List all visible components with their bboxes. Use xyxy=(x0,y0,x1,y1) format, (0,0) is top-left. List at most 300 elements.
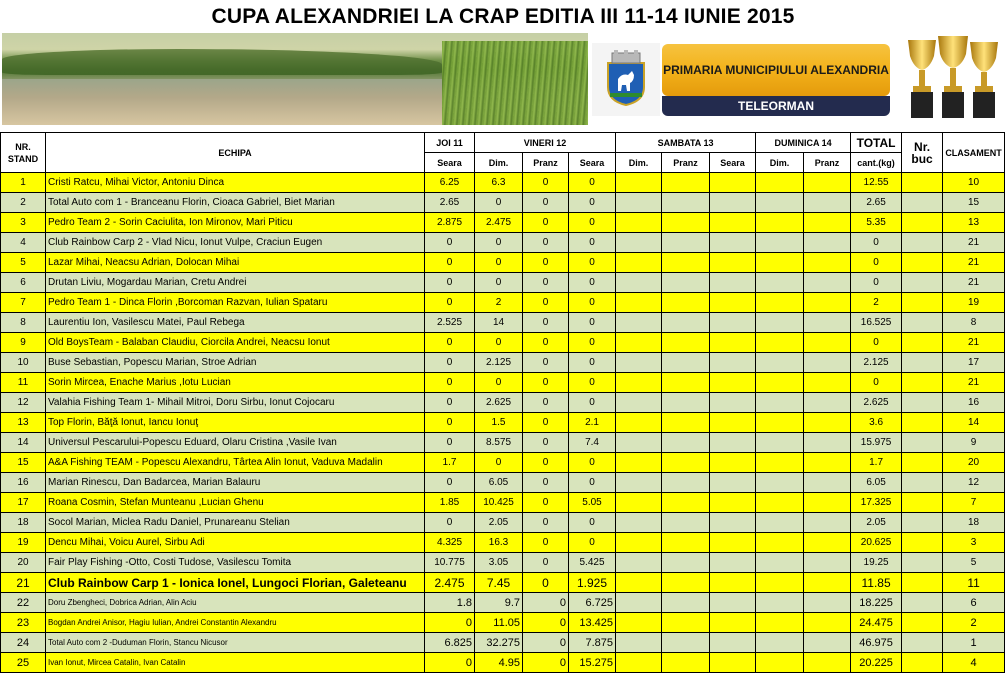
vineri-pranz-value: 0 xyxy=(523,173,569,193)
team-name: Club Rainbow Carp 2 - Vlad Nicu, Ionut Vulpe, Craciun Eugen xyxy=(46,233,425,253)
duminica-dim-value xyxy=(756,173,804,193)
duminica-dim-value xyxy=(756,633,804,653)
duminica-pranz-value xyxy=(804,193,851,213)
duminica-dim-value xyxy=(756,373,804,393)
sambata-dim-value xyxy=(616,393,662,413)
total-value: 19.25 xyxy=(851,553,902,573)
team-name: Total Auto com 1 - Branceanu Florin, Cioaca Gabriel, Biet Marian xyxy=(46,193,425,213)
nr-buc-value xyxy=(902,353,943,373)
vineri-pranz-value: 0 xyxy=(523,193,569,213)
joi-seara-value: 0 xyxy=(425,293,475,313)
sambata-pranz-value xyxy=(662,593,710,613)
vineri-dim-value: 2.625 xyxy=(475,393,523,413)
sambata-dim-value xyxy=(616,233,662,253)
duminica-dim-value xyxy=(756,233,804,253)
joi-seara-value: 0 xyxy=(425,473,475,493)
vineri-dim-value: 0 xyxy=(475,373,523,393)
team-name: Total Auto com 2 -Duduman Florin, Stancu Nicusor xyxy=(46,633,425,653)
total-value: 0 xyxy=(851,233,902,253)
sambata-pranz-value xyxy=(662,213,710,233)
clasament-value: 6 xyxy=(943,593,1005,613)
nr-buc-value xyxy=(902,573,943,593)
table-row xyxy=(1,593,1005,613)
duminica-dim-value xyxy=(756,453,804,473)
nr-buc-value xyxy=(902,553,943,573)
sambata-pranz-value xyxy=(662,413,710,433)
stand-number: 5 xyxy=(1,253,46,273)
nr-buc-value xyxy=(902,433,943,453)
sambata-seara-value xyxy=(710,273,756,293)
table-row xyxy=(1,333,1005,353)
header-vineri: VINERI 12 xyxy=(475,133,616,153)
vineri-seara-value: 0 xyxy=(569,173,616,193)
team-name: Socol Marian, Miclea Radu Daniel, Prunareanu Stelian xyxy=(46,513,425,533)
vineri-seara-value: 0 xyxy=(569,473,616,493)
sambata-seara-value xyxy=(710,633,756,653)
sambata-pranz-value xyxy=(662,273,710,293)
total-value: 2.625 xyxy=(851,393,902,413)
vineri-pranz-value: 0 xyxy=(523,273,569,293)
team-name: Lazar Mihai, Neacsu Adrian, Dolocan Mihai xyxy=(46,253,425,273)
clasament-value: 16 xyxy=(943,393,1005,413)
sambata-dim-value xyxy=(616,633,662,653)
vineri-seara-value: 0 xyxy=(569,293,616,313)
vineri-seara-value: 0 xyxy=(569,273,616,293)
duminica-dim-value xyxy=(756,393,804,413)
stand-number: 8 xyxy=(1,313,46,333)
duminica-dim-value xyxy=(756,433,804,453)
nr-buc-value xyxy=(902,633,943,653)
clasament-value: 2 xyxy=(943,613,1005,633)
joi-seara-value: 6.25 xyxy=(425,173,475,193)
stand-number: 22 xyxy=(1,593,46,613)
sambata-dim-value xyxy=(616,273,662,293)
duminica-dim-value xyxy=(756,253,804,273)
duminica-dim-value xyxy=(756,193,804,213)
sponsor-county-bar xyxy=(662,96,890,116)
team-name: Pedro Team 2 - Sorin Caciulita, Ion Mironov, Mari Piticu xyxy=(46,213,425,233)
duminica-pranz-value xyxy=(804,433,851,453)
duminica-pranz-value xyxy=(804,233,851,253)
header-duminica-dim: Dim. xyxy=(756,153,804,173)
joi-seara-value: 0 xyxy=(425,613,475,633)
header-sambata: SAMBATA 13 xyxy=(616,133,756,153)
header-nr-buc xyxy=(902,133,943,173)
team-name: Top Florin, Băţă Ionut, Iancu Ionuţ xyxy=(46,413,425,433)
total-value: 5.35 xyxy=(851,213,902,233)
team-name: Pedro Team 1 - Dinca Florin ,Borcoman Razvan, Iulian Spataru xyxy=(46,293,425,313)
stand-number: 23 xyxy=(1,613,46,633)
duminica-dim-value xyxy=(756,333,804,353)
lake-water xyxy=(2,79,442,125)
sambata-dim-value xyxy=(616,453,662,473)
vineri-pranz-value: 0 xyxy=(523,593,569,613)
joi-seara-value: 0 xyxy=(425,393,475,413)
total-value: 2.65 xyxy=(851,193,902,213)
nr-buc-value xyxy=(902,333,943,353)
nr-buc-value xyxy=(902,273,943,293)
header-joi-seara: Seara xyxy=(425,153,475,173)
sambata-dim-value xyxy=(616,573,662,593)
total-value: 18.225 xyxy=(851,593,902,613)
vineri-seara-value: 7.875 xyxy=(569,633,616,653)
duminica-pranz-value xyxy=(804,333,851,353)
sponsor-banner xyxy=(662,44,890,96)
sambata-dim-value xyxy=(616,313,662,333)
vineri-pranz-value: 0 xyxy=(523,293,569,313)
nr-buc-value xyxy=(902,253,943,273)
header-total: TOTAL xyxy=(851,133,902,153)
vineri-pranz-value: 0 xyxy=(523,533,569,553)
stand-number: 9 xyxy=(1,333,46,353)
sambata-seara-value xyxy=(710,533,756,553)
vineri-dim-value: 0 xyxy=(475,333,523,353)
nr-buc-value xyxy=(902,453,943,473)
vineri-dim-value: 14 xyxy=(475,313,523,333)
table-row xyxy=(1,253,1005,273)
nr-buc-value xyxy=(902,373,943,393)
nr-buc-value xyxy=(902,393,943,413)
total-value: 20.225 xyxy=(851,653,902,673)
sambata-pranz-value xyxy=(662,453,710,473)
clasament-value: 7 xyxy=(943,493,1005,513)
joi-seara-value: 0 xyxy=(425,413,475,433)
nr-buc-value xyxy=(902,653,943,673)
vineri-dim-value: 6.05 xyxy=(475,473,523,493)
table-row xyxy=(1,653,1005,673)
vineri-dim-value: 3.05 xyxy=(475,553,523,573)
joi-seara-value: 2.525 xyxy=(425,313,475,333)
vineri-dim-value: 10.425 xyxy=(475,493,523,513)
stand-number: 4 xyxy=(1,233,46,253)
duminica-dim-value xyxy=(756,593,804,613)
vineri-seara-value: 5.05 xyxy=(569,493,616,513)
sambata-pranz-value xyxy=(662,433,710,453)
team-name: Ivan Ionut, Mircea Catalin, Ivan Catalin xyxy=(46,653,425,673)
stand-number: 10 xyxy=(1,353,46,373)
total-value: 12.55 xyxy=(851,173,902,193)
duminica-pranz-value xyxy=(804,353,851,373)
header-clasament: CLASAMENT xyxy=(943,133,1005,173)
duminica-dim-value xyxy=(756,613,804,633)
nr-buc-value xyxy=(902,533,943,553)
header-vineri-dim: Dim. xyxy=(475,153,523,173)
joi-seara-value: 10.775 xyxy=(425,553,475,573)
vineri-seara-value: 1.925 xyxy=(569,573,616,593)
sambata-pranz-value xyxy=(662,633,710,653)
sambata-pranz-value xyxy=(662,553,710,573)
stand-number: 11 xyxy=(1,373,46,393)
sambata-pranz-value xyxy=(662,253,710,273)
sambata-seara-value xyxy=(710,233,756,253)
table-row xyxy=(1,393,1005,413)
vineri-pranz-value: 0 xyxy=(523,233,569,253)
header-duminica: DUMINICA 14 xyxy=(756,133,851,153)
vineri-dim-value: 9.7 xyxy=(475,593,523,613)
header-vineri-seara: Seara xyxy=(569,153,616,173)
sambata-dim-value xyxy=(616,193,662,213)
vineri-dim-value: 7.45 xyxy=(475,573,523,593)
vineri-seara-value: 0 xyxy=(569,533,616,553)
reeds xyxy=(442,41,588,125)
sambata-pranz-value xyxy=(662,533,710,553)
clasament-value: 21 xyxy=(943,273,1005,293)
header-sambata-dim: Dim. xyxy=(616,153,662,173)
lake-photo xyxy=(2,33,588,125)
sambata-dim-value xyxy=(616,413,662,433)
vineri-seara-value: 0 xyxy=(569,513,616,533)
sambata-seara-value xyxy=(710,593,756,613)
team-name: Sorin Mircea, Enache Marius ,Iotu Lucian xyxy=(46,373,425,393)
clasament-value: 11 xyxy=(943,573,1005,593)
sambata-dim-value xyxy=(616,473,662,493)
sambata-dim-value xyxy=(616,553,662,573)
city-crest xyxy=(592,43,660,116)
vineri-seara-value: 0 xyxy=(569,333,616,353)
total-value: 15.975 xyxy=(851,433,902,453)
sambata-seara-value xyxy=(710,573,756,593)
vineri-pranz-value: 0 xyxy=(523,513,569,533)
table-header-row-1 xyxy=(1,133,1005,153)
vineri-pranz-value: 0 xyxy=(523,373,569,393)
table-row xyxy=(1,373,1005,393)
table-row xyxy=(1,613,1005,633)
table-row xyxy=(1,493,1005,513)
joi-seara-value: 0 xyxy=(425,233,475,253)
joi-seara-value: 0 xyxy=(425,333,475,353)
joi-seara-value: 1.7 xyxy=(425,453,475,473)
sambata-seara-value xyxy=(710,453,756,473)
vineri-dim-value: 32.275 xyxy=(475,633,523,653)
header-nr-stand xyxy=(1,133,46,173)
header-nr-buc-1: Nr. xyxy=(914,139,931,154)
stand-number: 20 xyxy=(1,553,46,573)
trophies-icon xyxy=(904,34,1002,120)
vineri-dim-value: 6.3 xyxy=(475,173,523,193)
duminica-pranz-value xyxy=(804,453,851,473)
clasament-value: 13 xyxy=(943,213,1005,233)
vineri-dim-value: 0 xyxy=(475,453,523,473)
vineri-seara-value: 7.4 xyxy=(569,433,616,453)
clasament-value: 18 xyxy=(943,513,1005,533)
vineri-dim-value: 2 xyxy=(475,293,523,313)
duminica-pranz-value xyxy=(804,613,851,633)
header-sambata-pranz: Pranz xyxy=(662,153,710,173)
joi-seara-value: 0 xyxy=(425,433,475,453)
results-table xyxy=(0,132,1005,673)
table-row xyxy=(1,173,1005,193)
vineri-dim-value: 2.475 xyxy=(475,213,523,233)
nr-buc-value xyxy=(902,293,943,313)
sambata-seara-value xyxy=(710,333,756,353)
sambata-seara-value xyxy=(710,293,756,313)
sambata-dim-value xyxy=(616,613,662,633)
sambata-dim-value xyxy=(616,433,662,453)
header-joi: JOI 11 xyxy=(425,133,475,153)
duminica-dim-value xyxy=(756,213,804,233)
duminica-pranz-value xyxy=(804,413,851,433)
header-echipa: ECHIPA xyxy=(46,133,425,173)
total-value: 0 xyxy=(851,253,902,273)
total-value: 16.525 xyxy=(851,313,902,333)
stand-number: 3 xyxy=(1,213,46,233)
vineri-pranz-value: 0 xyxy=(523,573,569,593)
joi-seara-value: 0 xyxy=(425,373,475,393)
nr-buc-value xyxy=(902,233,943,253)
team-name: Drutan Liviu, Mogardau Marian, Cretu Andrei xyxy=(46,273,425,293)
duminica-dim-value xyxy=(756,353,804,373)
sambata-dim-value xyxy=(616,293,662,313)
total-value: 2 xyxy=(851,293,902,313)
vineri-pranz-value: 0 xyxy=(523,653,569,673)
sambata-seara-value xyxy=(710,653,756,673)
nr-buc-value xyxy=(902,213,943,233)
joi-seara-value: 1.85 xyxy=(425,493,475,513)
vineri-pranz-value: 0 xyxy=(523,253,569,273)
vineri-pranz-value: 0 xyxy=(523,473,569,493)
duminica-dim-value xyxy=(756,513,804,533)
team-name: Buse Sebastian, Popescu Marian, Stroe Adrian xyxy=(46,353,425,373)
sambata-dim-value xyxy=(616,213,662,233)
sambata-dim-value xyxy=(616,173,662,193)
header-nr-buc-2: buc xyxy=(911,151,933,166)
nr-buc-value xyxy=(902,473,943,493)
vineri-pranz-value: 0 xyxy=(523,453,569,473)
clasament-value: 21 xyxy=(943,373,1005,393)
joi-seara-value: 0 xyxy=(425,253,475,273)
vineri-dim-value: 0 xyxy=(475,233,523,253)
vineri-dim-value: 8.575 xyxy=(475,433,523,453)
duminica-dim-value xyxy=(756,533,804,553)
header-total-unit: cant.(kg) xyxy=(851,153,902,173)
sambata-seara-value xyxy=(710,513,756,533)
results-body xyxy=(1,173,1005,673)
sponsor-county: TELEORMAN xyxy=(738,99,814,113)
table-row xyxy=(1,293,1005,313)
vineri-pranz-value: 0 xyxy=(523,393,569,413)
duminica-pranz-value xyxy=(804,313,851,333)
vineri-seara-value: 13.425 xyxy=(569,613,616,633)
vineri-dim-value: 2.05 xyxy=(475,513,523,533)
team-name: Bogdan Andrei Anisor, Hagiu Iulian, Andrei Constantin Alexandru xyxy=(46,613,425,633)
header-duminica-pranz: Pranz xyxy=(804,153,851,173)
table-row xyxy=(1,573,1005,593)
sambata-pranz-value xyxy=(662,653,710,673)
clasament-value: 10 xyxy=(943,173,1005,193)
team-name: A&A Fishing TEAM - Popescu Alexandru, Târtea Alin Ionut, Vaduva Madalin xyxy=(46,453,425,473)
duminica-pranz-value xyxy=(804,653,851,673)
stand-number: 6 xyxy=(1,273,46,293)
duminica-pranz-value xyxy=(804,493,851,513)
duminica-pranz-value xyxy=(804,293,851,313)
vineri-dim-value: 0 xyxy=(475,253,523,273)
sambata-seara-value xyxy=(710,253,756,273)
nr-buc-value xyxy=(902,413,943,433)
team-name: Universul Pescarului-Popescu Eduard, Olaru Cristina ,Vasile Ivan xyxy=(46,433,425,453)
team-name: Marian Rinescu, Dan Badarcea, Marian Balauru xyxy=(46,473,425,493)
vineri-pranz-value: 0 xyxy=(523,633,569,653)
vineri-seara-value: 0 xyxy=(569,453,616,473)
team-name: Laurentiu Ion, Vasilescu Matei, Paul Rebega xyxy=(46,313,425,333)
stand-number: 15 xyxy=(1,453,46,473)
stand-number: 17 xyxy=(1,493,46,513)
total-value: 0 xyxy=(851,333,902,353)
duminica-dim-value xyxy=(756,573,804,593)
clasament-value: 19 xyxy=(943,293,1005,313)
joi-seara-value: 2.65 xyxy=(425,193,475,213)
duminica-dim-value xyxy=(756,273,804,293)
duminica-pranz-value xyxy=(804,373,851,393)
vineri-seara-value: 0 xyxy=(569,313,616,333)
team-name: Cristi Ratcu, Mihai Victor, Antoniu Dinca xyxy=(46,173,425,193)
joi-seara-value: 1.8 xyxy=(425,593,475,613)
sambata-pranz-value xyxy=(662,193,710,213)
nr-buc-value xyxy=(902,313,943,333)
sambata-seara-value xyxy=(710,213,756,233)
sambata-pranz-value xyxy=(662,233,710,253)
vineri-dim-value: 11.05 xyxy=(475,613,523,633)
stand-number: 24 xyxy=(1,633,46,653)
duminica-dim-value xyxy=(756,313,804,333)
total-value: 0 xyxy=(851,273,902,293)
clasament-value: 14 xyxy=(943,413,1005,433)
vineri-seara-value: 0 xyxy=(569,353,616,373)
joi-seara-value: 2.475 xyxy=(425,573,475,593)
duminica-pranz-value xyxy=(804,273,851,293)
sambata-pranz-value xyxy=(662,513,710,533)
sambata-seara-value xyxy=(710,353,756,373)
tree-line xyxy=(2,49,442,75)
page-title: CUPA ALEXANDRIEI LA CRAP EDITIA III 11-14 IUNIE 2015 xyxy=(211,5,795,28)
table-row xyxy=(1,533,1005,553)
nr-buc-value xyxy=(902,613,943,633)
sambata-pranz-value xyxy=(662,493,710,513)
nr-buc-value xyxy=(902,593,943,613)
nr-buc-value xyxy=(902,513,943,533)
vineri-seara-value: 5.425 xyxy=(569,553,616,573)
stand-number: 12 xyxy=(1,393,46,413)
sambata-pranz-value xyxy=(662,353,710,373)
table-row xyxy=(1,473,1005,493)
vineri-seara-value: 0 xyxy=(569,253,616,273)
vineri-seara-value: 0 xyxy=(569,373,616,393)
table-row xyxy=(1,193,1005,213)
sambata-dim-value xyxy=(616,653,662,673)
duminica-pranz-value xyxy=(804,633,851,653)
sambata-dim-value xyxy=(616,513,662,533)
duminica-pranz-value xyxy=(804,253,851,273)
sambata-seara-value xyxy=(710,493,756,513)
duminica-pranz-value xyxy=(804,173,851,193)
vineri-seara-value: 0 xyxy=(569,233,616,253)
crest-icon xyxy=(604,49,648,107)
sambata-pranz-value xyxy=(662,393,710,413)
sambata-seara-value xyxy=(710,173,756,193)
vineri-dim-value: 1.5 xyxy=(475,413,523,433)
table-row xyxy=(1,273,1005,293)
table-row xyxy=(1,633,1005,653)
stand-number: 13 xyxy=(1,413,46,433)
sambata-seara-value xyxy=(710,313,756,333)
sambata-pranz-value xyxy=(662,473,710,493)
sambata-seara-value xyxy=(710,613,756,633)
sambata-dim-value xyxy=(616,593,662,613)
team-name: Fair Play Fishing -Otto, Costi Tudose, Vasilescu Tomita xyxy=(46,553,425,573)
joi-seara-value: 0 xyxy=(425,273,475,293)
vineri-seara-value: 6.725 xyxy=(569,593,616,613)
total-value: 3.6 xyxy=(851,413,902,433)
total-value: 1.7 xyxy=(851,453,902,473)
